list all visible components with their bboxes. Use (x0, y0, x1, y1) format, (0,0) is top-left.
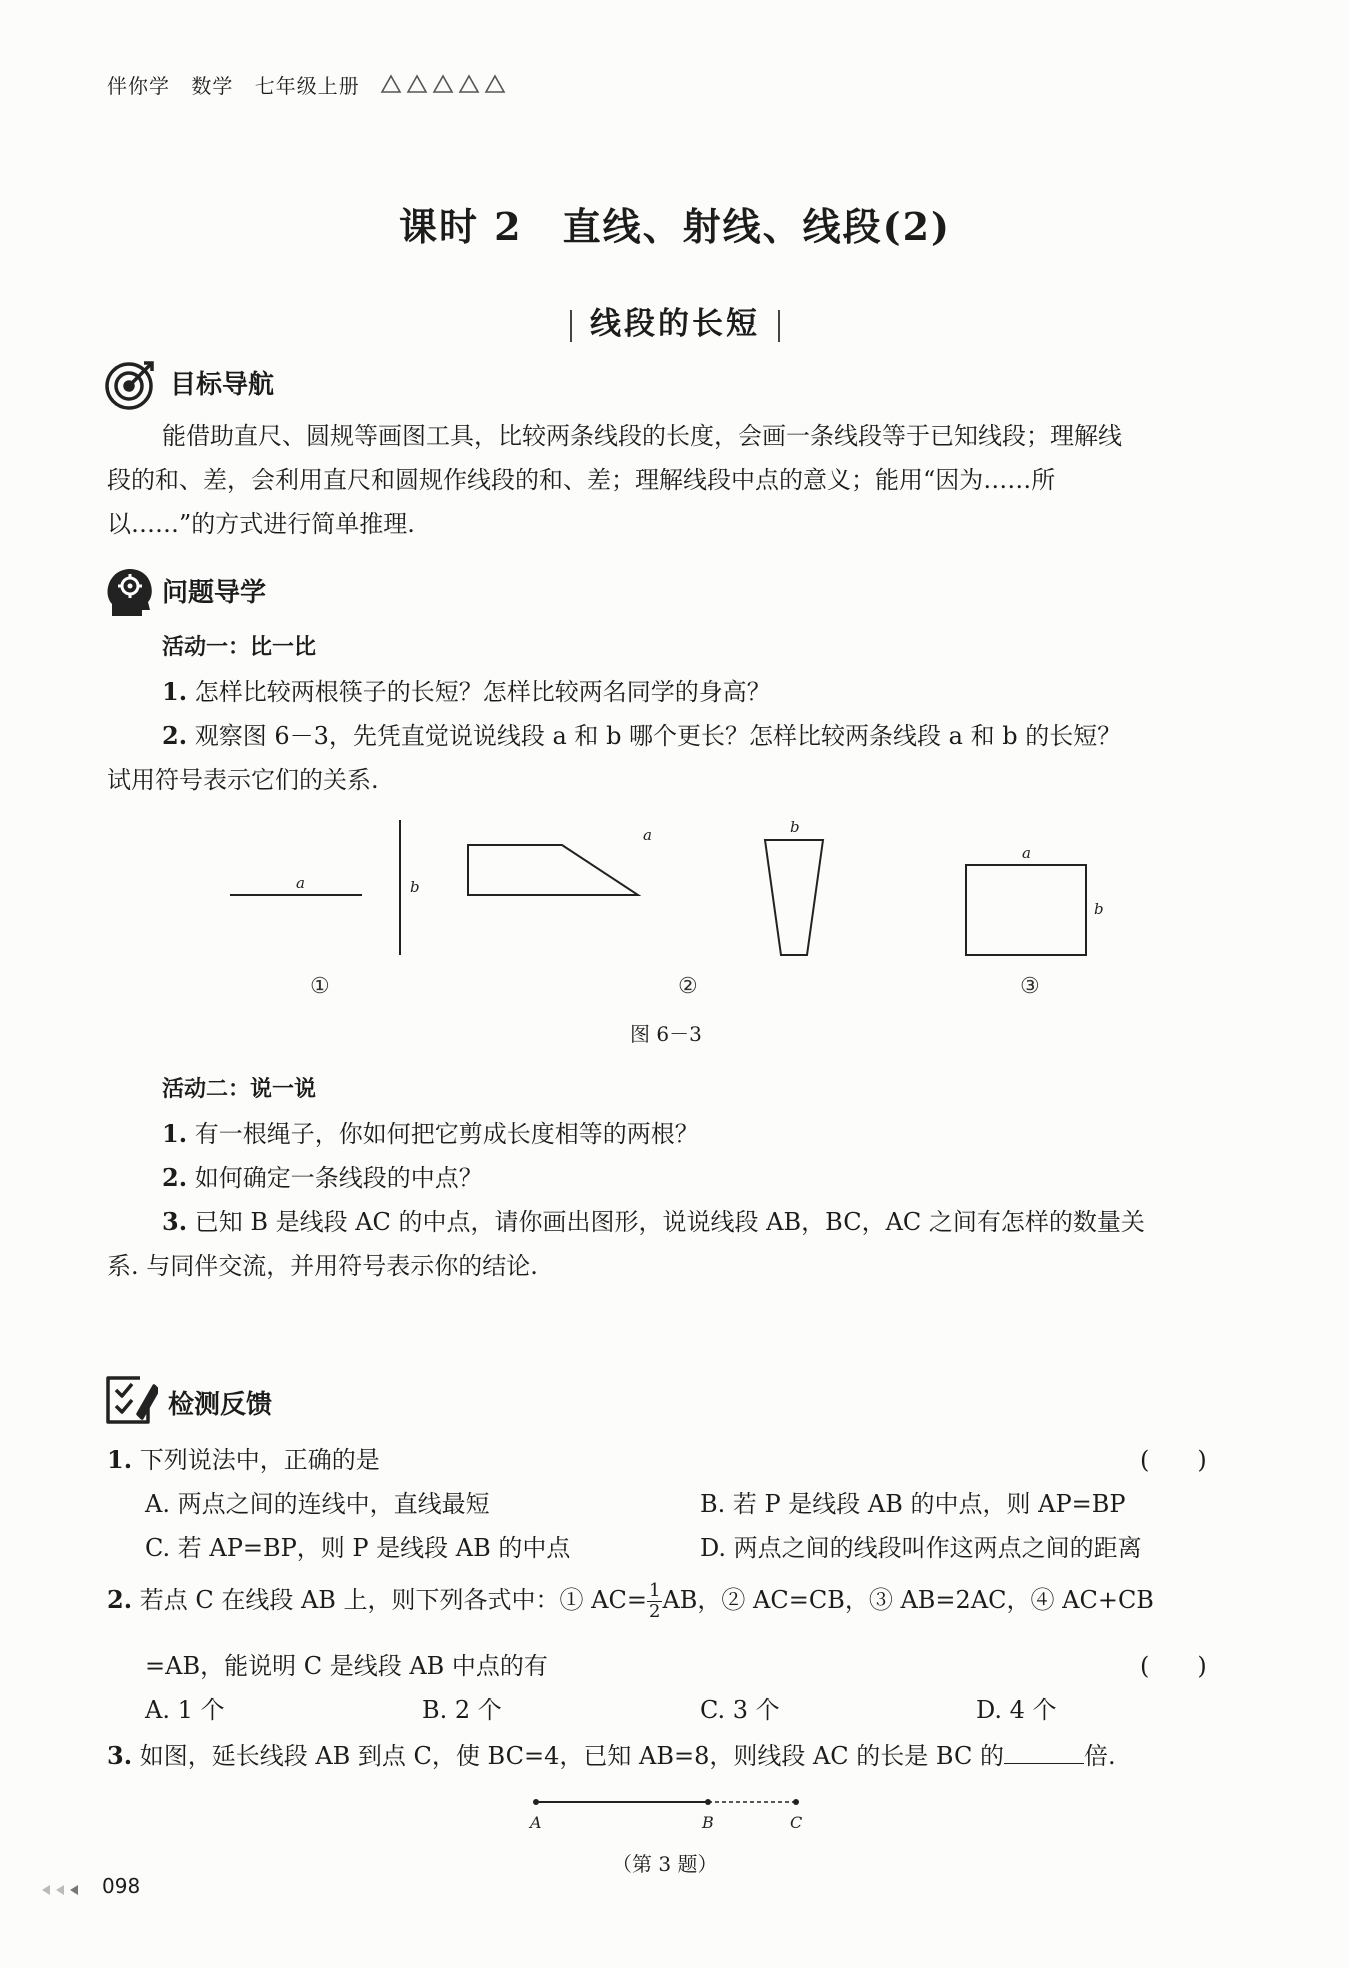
check-q3-answer-blank[interactable] (1004, 1743, 1084, 1764)
check-q2-stem (107, 1580, 1154, 1622)
activity1-title: 活动一：比一比 (162, 635, 317, 660)
fraction-one-half (647, 1581, 662, 1622)
check-q1-answer-paren: ( ) (1140, 1446, 1207, 1474)
check-q2-number: 2. (107, 1585, 133, 1614)
fig2-trapezoid (468, 845, 638, 895)
check-q3-text: 如图，延长线段 AB 到点 C，使 BC=4，已知 AB=8，则线段 AC 的长是 BC 的 (139, 1742, 1005, 1770)
triangle-marks-icon (378, 72, 518, 96)
check-q1-text: 下列说法中，正确的是 (139, 1446, 380, 1474)
activity1-question-1: 1. 怎样比较两根筷子的长短？怎样比较两名同学的身高？ (162, 677, 771, 706)
fig1-label-a: a (296, 874, 305, 892)
activity2-q1-text: 有一根绳子，你如何把它剪成长度相等的两根？ (194, 1120, 699, 1148)
goal-line-1: 能借助直尺、圆规等画图工具，比较两条线段的长度，会画一条线段等于已知线段；理解线 (162, 422, 1122, 450)
book-name: 伴你学 (107, 74, 170, 98)
activity2-question-3: 3. 已知 B 是线段 AC 的中点，请你画出图形，说说线段 AB，BC，AC 之间有怎样的数量关 (162, 1207, 1145, 1236)
fig3-label-a: a (1022, 844, 1031, 862)
activity2-q2-text: 如何确定一条线段的中点？ (194, 1164, 483, 1192)
running-header (107, 70, 374, 99)
fraction-denominator: 2 (648, 1601, 661, 1622)
point-a (533, 1799, 539, 1805)
check-q2-option-a: A. 1 个 (145, 1696, 225, 1724)
fig2-label-b: b (790, 818, 800, 836)
subtitle-bar-left (570, 310, 572, 342)
fig3-number: ③ (1020, 974, 1040, 999)
check-q1-option-a: A. 两点之间的连线中，直线最短 (145, 1490, 490, 1518)
activity1-question-2-cont: 试用符号表示它们的关系. (107, 766, 379, 794)
activity2-title: 活动二：说一说 (162, 1077, 317, 1102)
fig2-tall-trapezoid (765, 840, 823, 955)
goal-line-2: 段的和、差，会利用直尺和圆规作线段的和、差；理解线段中点的意义；能用“因为……所 (107, 466, 1056, 494)
check-q1-stem (107, 1440, 380, 1475)
fig3-rectangle (966, 865, 1086, 955)
check-q2-option-d: D. 4 个 (976, 1696, 1057, 1724)
check-q2-text-a: 若点 C 在线段 AB 上，则下列各式中：① AC= (139, 1586, 647, 1614)
fig1-number: ① (310, 974, 330, 999)
check-q2-option-c: C. 3 个 (700, 1696, 780, 1724)
check-q1-number: 1. (107, 1445, 133, 1474)
subtitle-bar-right (778, 310, 780, 342)
grade-name: 七年级上册 (254, 74, 360, 98)
check-q3-number: 3. (107, 1741, 133, 1770)
check-q1-option-c: C. 若 AP=BP，则 P 是线段 AB 的中点 (145, 1534, 571, 1562)
activity2-question-1: 1. 有一根绳子，你如何把它剪成长度相等的两根？ (162, 1119, 699, 1148)
check-q1-option-d: D. 两点之间的线段叫作这两点之间的距离 (700, 1534, 1142, 1562)
q3-caption: （第 3 题） (612, 1852, 718, 1876)
check-q3-stem (107, 1736, 1116, 1771)
activity2-question-2: 2. 如何确定一条线段的中点？ (162, 1163, 483, 1192)
label-b: B (702, 1813, 714, 1832)
fig2-number: ② (678, 974, 698, 999)
fraction-numerator: 1 (648, 1580, 661, 1601)
check-q2-stem-cont: =AB，能说明 C 是线段 AB 中点的有 (145, 1652, 548, 1680)
check-heading: 检测反馈 (168, 1390, 273, 1420)
goal-line-3: 以……”的方式进行简单推理. (107, 510, 415, 538)
head-gear-icon (104, 564, 156, 618)
fig2-label-a: a (643, 826, 652, 844)
subject-name: 数学 (191, 74, 234, 98)
page-number: 098 (102, 1874, 141, 1898)
lesson-subtitle (0, 298, 1350, 343)
point-c (793, 1799, 799, 1805)
checklist-icon (104, 1372, 158, 1426)
activity1-q1-text: 怎样比较两根筷子的长短？怎样比较两名同学的身高？ (194, 678, 771, 706)
label-a: A (530, 1813, 542, 1832)
figure-6-3 (200, 810, 1150, 1010)
check-q2-option-b: B. 2 个 (422, 1696, 502, 1724)
goal-heading: 目标导航 (170, 370, 275, 400)
q3-segment-diagram (520, 1788, 820, 1838)
check-q1-option-b: B. 若 P 是线段 AB 的中点，则 AP=BP (700, 1490, 1126, 1518)
check-q2-answer-paren: ( ) (1140, 1652, 1207, 1680)
arrow-decor-icon (40, 1882, 100, 1898)
fig1-label-b: b (410, 878, 420, 896)
activity2-question-3-cont: 系. 与同伴交流，并用符号表示你的结论. (107, 1252, 538, 1280)
figure-caption: 图 6－3 (630, 1022, 702, 1046)
check-q2-text-b: AB，② AC=CB，③ AB=2AC，④ AC+CB (662, 1586, 1154, 1614)
target-icon (104, 357, 158, 411)
activity1-question-2: 2. 观察图 6－3，先凭直觉说说线段 a 和 b 哪个更长？怎样比较两条线段 a 和 b 的长短？ (162, 721, 1122, 750)
point-b (705, 1799, 711, 1805)
guide-heading: 问题导学 (162, 578, 267, 608)
fig3-label-b: b (1094, 900, 1104, 918)
activity1-q2-text: 观察图 6－3，先凭直觉说说线段 a 和 b 哪个更长？怎样比较两条线段 a 和 b 的长短？ (194, 722, 1122, 750)
label-c: C (790, 1813, 803, 1832)
subtitle-text: 线段的长短 (590, 306, 760, 342)
check-q3-tail: 倍. (1084, 1742, 1116, 1770)
activity2-q3-text: 已知 B 是线段 AC 的中点，请你画出图形，说说线段 AB，BC，AC 之间有怎样的数量关 (194, 1208, 1145, 1236)
lesson-title: 课时 2 直线、射线、线段(2) (398, 204, 952, 249)
